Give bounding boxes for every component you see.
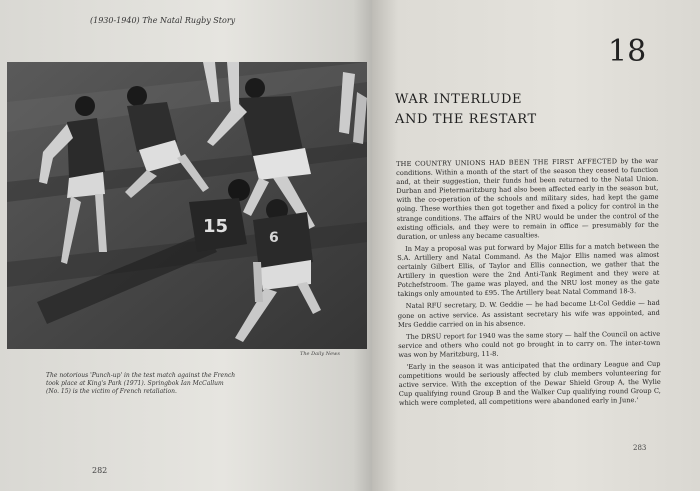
photo-credit: The Daily News [300, 351, 340, 357]
paragraph-4: The DRSU report for 1940 was the same story — half the Council on active service and others who could not go brought in to carry on. The inter-town was won by Maritzburg, 11-8. [398, 329, 661, 359]
running-head: (1930-1940) The Natal Rugby Story [90, 16, 236, 25]
rugby-photograph [7, 62, 367, 349]
chapter-title-line-2: AND THE RESTART [395, 112, 537, 127]
paragraph-5: 'Early in the season it was anticipated that the ordinary League and Cup competitions would be seriously affected by club members volunteering for active service. With the exception of the Dewar Shield Group A, the Wylie Cup qualifying round Group B and the Walker Cup qualifying round Group C, which were completed, all competitions were abandoned early in June.' [398, 359, 661, 408]
chapter-number: 18 [608, 34, 647, 69]
paragraph-1-lead: THE COUNTRY UNIONS HAD BEEN THE FIRST AFFECTED [396, 157, 618, 168]
paragraph-1-text: by the war conditions. Within a month of the start of the season they ceased to function and, at their suggestion, their funds had been returned to the Natal Union. Durban and Pietermaritzburg had also been affected early in the season but, with the co-operation of the schools and military sides, had kept the game going. These worthies then got together and fixed a policy for control in the strange conditions. The affairs of the NRU would be under the control of the existing officials, and they were to remain in office — presumably for the duration, or unless any became casualties. [396, 156, 659, 241]
svg-text:15: 15 [203, 216, 229, 237]
page-number-left: 282 [92, 466, 108, 475]
paragraph-2: In May a proposal was put forward by Major Ellis for a match between the S.A. Artillery and Natal Command. As the Major Ellis named was almost certainly Gilbert Ellis, of Taylor and Ellis connection, we gather that the Artillery in question were the 2nd Anti-Tank Regiment and they were at Potchefstroom. The game was played, and the NRU lost money as the gate takings only amounted to £95. The Artillery beat Natal Command 18-3. [397, 241, 660, 299]
svg-text:6: 6 [269, 230, 279, 246]
chapter-body [396, 157, 661, 412]
paragraph-3: Natal RFU secretary, D. W. Geddie — he had become Lt-Col Geddie — had gone on active service. As assistant secretary his wife was appointed, and Mrs Geddie carried on in his absence. [397, 299, 660, 329]
rugby-photo-illustration [7, 62, 367, 349]
photo-caption: The notorious 'Punch-up' in the test match against the French took place at King's Park (1971). Springbok Ian McCallum (No. 15) is the victim of French retaliation. [46, 372, 236, 395]
page-number-right: 283 [633, 444, 647, 452]
chapter-title [395, 90, 655, 130]
chapter-title-line-1: WAR INTERLUDE [395, 92, 523, 107]
paragraph-1 [396, 157, 659, 242]
